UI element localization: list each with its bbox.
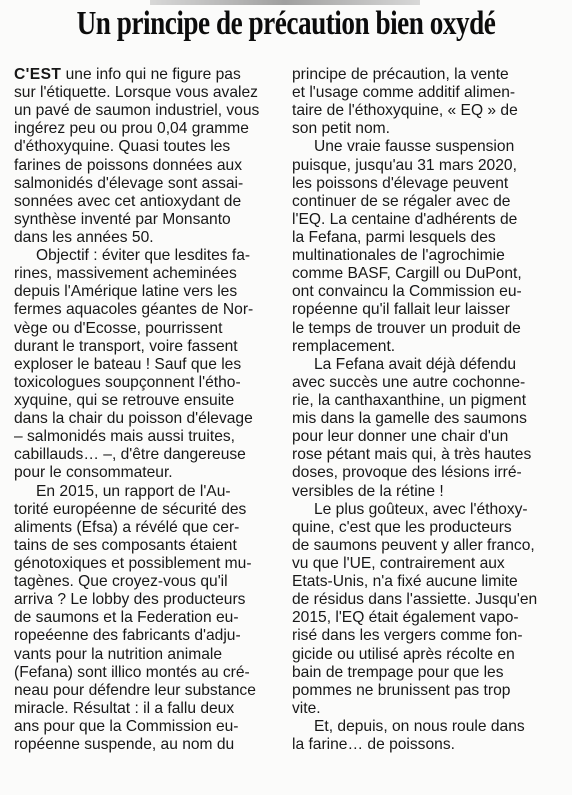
text-line xyxy=(14,627,288,645)
text-line-content: La Fefana avait déjà défendu xyxy=(314,355,517,373)
text-line-content: aliments (Efsa) a révélé que cer- xyxy=(14,518,240,536)
text-line xyxy=(292,591,566,609)
text-line xyxy=(292,265,566,283)
text-line-content: sonnées avec cet antioxydant de xyxy=(14,192,242,210)
text-line xyxy=(292,283,566,301)
text-line-content: miracle. Résultat : il a fallu deux xyxy=(14,699,235,717)
text-line-content: Et, depuis, on nous roule dans xyxy=(314,717,525,735)
text-line xyxy=(292,157,566,175)
text-line-content: continuer de se régaler avec de xyxy=(292,192,511,210)
text-line xyxy=(14,102,288,120)
text-line xyxy=(14,211,288,229)
text-line-content: ropeéenne des fabricants d'adju- xyxy=(14,627,241,645)
text-line-content: quine, c'est que les producteurs xyxy=(292,518,512,536)
text-line-content: rines, massivement acheminées xyxy=(14,265,237,283)
text-line-content: sur l'étiquette. Lorsque vous avalez xyxy=(14,84,258,102)
text-line-content: la Fefana, parmi lesquels des xyxy=(292,228,496,246)
text-line-content: génotoxiques et possiblement mu- xyxy=(14,554,252,572)
text-line xyxy=(14,392,288,410)
text-line xyxy=(292,464,566,482)
text-line xyxy=(14,410,288,428)
text-line xyxy=(292,428,566,446)
text-line xyxy=(292,718,566,736)
text-line-content: principe de précaution, la vente xyxy=(292,66,509,83)
text-line xyxy=(292,736,566,754)
text-line-content: Le plus goûteux, avec l'éthoxy- xyxy=(314,500,528,518)
text-line-content: de saumons peuvent y aller franco, xyxy=(292,536,535,554)
text-line xyxy=(292,573,566,591)
text-line-content: de saumons et la Federation eu- xyxy=(14,609,239,627)
text-line xyxy=(292,501,566,519)
right-text-column xyxy=(292,66,566,754)
text-line xyxy=(292,138,566,156)
text-line-content: pour leur donner une chair d'un xyxy=(292,428,509,446)
text-line-content: toxicologues soupçonnent l'étho- xyxy=(14,373,241,391)
text-line-content: de résidus dans l'assiette. Jusqu'en xyxy=(292,591,538,609)
text-line xyxy=(292,356,566,374)
text-line-content: ont convaincu la Commission eu- xyxy=(292,283,522,301)
text-line-content: vite. xyxy=(292,699,321,717)
text-line-content: doses, provoque des lésions irré- xyxy=(292,464,522,482)
lead-word: C'EST xyxy=(14,66,62,83)
text-line xyxy=(292,555,566,573)
text-line xyxy=(14,537,288,555)
text-line-content: le temps de trouver un produit de xyxy=(292,319,521,337)
text-line-content: versibles de la rétine ! xyxy=(292,482,444,500)
text-line-content: et l'usage comme additif alimen- xyxy=(292,84,516,102)
text-line xyxy=(14,175,288,193)
text-line xyxy=(14,664,288,682)
text-line xyxy=(14,464,288,482)
text-line-content: bain de trempage pour que les xyxy=(292,663,504,681)
text-line-content: synthèse inventé par Monsanto xyxy=(14,210,231,228)
text-line xyxy=(292,374,566,392)
text-line xyxy=(14,84,288,102)
text-line-content: gicide ou utilisé après récolte en xyxy=(292,645,515,663)
text-line xyxy=(14,428,288,446)
text-line-content: tains de ses composants étaient xyxy=(14,536,237,554)
text-line xyxy=(292,392,566,410)
text-line xyxy=(14,338,288,356)
text-line xyxy=(14,682,288,700)
text-line-content: pommes ne brunissent pas trop xyxy=(292,681,511,699)
text-line xyxy=(292,537,566,555)
text-line-content: 2015, l'EQ était également vapo- xyxy=(292,609,519,627)
text-line-content: Objectif : éviter que lesdites fa- xyxy=(36,247,251,265)
text-line xyxy=(292,609,566,627)
text-line xyxy=(292,627,566,645)
text-line xyxy=(292,211,566,229)
text-line-content: multinationales de l'agrochimie xyxy=(292,247,505,265)
text-line-content: mis dans la gamelle des saumons xyxy=(292,410,527,428)
text-line xyxy=(14,609,288,627)
text-line xyxy=(14,193,288,211)
text-line-content: taire de l'éthoxyquine, « EQ » de xyxy=(292,102,518,120)
text-line xyxy=(14,736,288,754)
text-line xyxy=(14,157,288,175)
text-line-content: xyquine, qui se retrouve ensuite xyxy=(14,391,235,409)
text-line-content: neau pour défendre leur substance xyxy=(14,681,256,699)
text-line xyxy=(292,301,566,319)
text-line xyxy=(14,229,288,247)
text-line-content: rose pétant mais qui, à très hautes xyxy=(292,446,532,464)
text-line xyxy=(14,356,288,374)
text-line xyxy=(14,718,288,736)
text-line-content: exploser le bateau ! Sauf que les xyxy=(14,355,242,373)
text-line xyxy=(14,247,288,265)
text-line xyxy=(14,555,288,573)
text-line-content: rie, la canthaxanthine, un pigment xyxy=(292,391,527,409)
text-line-content: une info qui ne figure pas xyxy=(61,66,241,83)
text-line-content: ingérez peu ou prou 0,04 gramme xyxy=(14,120,249,138)
text-line-content: tagènes. Que croyez-vous qu'il xyxy=(14,573,228,591)
text-line-content: durant le transport, voire fassent xyxy=(14,337,238,355)
left-text-column xyxy=(14,66,288,754)
text-line-content: dans les années 50. xyxy=(14,228,154,246)
text-line xyxy=(14,573,288,591)
text-line-content: ropéenne qu'il fallait leur laisser xyxy=(292,301,510,319)
text-line-content: Etats-Unis, n'a fixé aucune limite xyxy=(292,573,518,591)
text-line xyxy=(292,446,566,464)
text-line-content: torité européenne de sécurité des xyxy=(14,500,247,518)
text-line-content: avec succès une autre cochonne- xyxy=(292,373,526,391)
text-line-content: remplacement. xyxy=(292,337,396,355)
text-line-content: puisque, jusqu'au 31 mars 2020, xyxy=(292,156,517,174)
text-line-content: cabillauds… –, d'être dangereuse xyxy=(14,446,246,464)
text-line xyxy=(292,66,566,84)
text-line xyxy=(292,682,566,700)
text-line xyxy=(14,301,288,319)
text-line xyxy=(14,483,288,501)
text-line xyxy=(292,519,566,537)
text-line xyxy=(292,193,566,211)
text-line xyxy=(14,446,288,464)
text-line-content: un pavé de saumon industriel, vous xyxy=(14,102,260,120)
text-line xyxy=(292,483,566,501)
text-line-content: vu que l'UE, contrairement aux xyxy=(292,554,505,572)
article-headline: Un principe de précaution bien oxydé xyxy=(76,5,496,42)
text-line xyxy=(14,501,288,519)
text-line-content: farines de poissons données aux xyxy=(14,156,242,174)
text-line-content: ropéenne suspende, au nom du xyxy=(14,736,235,754)
text-line xyxy=(292,175,566,193)
text-line-content: En 2015, un rapport de l'Au- xyxy=(36,482,231,500)
text-line-content: les poissons d'élevage peuvent xyxy=(292,174,509,192)
text-line xyxy=(292,646,566,664)
text-line xyxy=(14,66,288,84)
text-line xyxy=(292,664,566,682)
text-line xyxy=(14,519,288,537)
text-line xyxy=(14,646,288,664)
text-line xyxy=(14,120,288,138)
text-line xyxy=(14,138,288,156)
text-line-content: la farine… de poissons. xyxy=(292,736,455,754)
text-line-content: (Fefana) sont illico montés au cré- xyxy=(14,663,250,681)
text-line xyxy=(292,102,566,120)
text-line xyxy=(14,265,288,283)
text-line-content: d'éthoxyquine. Quasi toutes les xyxy=(14,138,231,156)
text-line xyxy=(292,320,566,338)
text-line xyxy=(14,320,288,338)
text-line-content: vège ou d'Ecosse, pourrissent xyxy=(14,319,223,337)
text-line-content: dans la chair du poisson d'élevage xyxy=(14,410,253,428)
text-line xyxy=(14,374,288,392)
text-line xyxy=(14,700,288,718)
text-line-content: pour le consommateur. xyxy=(14,464,173,482)
text-line-content: son petit nom. xyxy=(292,120,390,138)
text-line-content: vants pour la nutrition animale xyxy=(14,645,223,663)
text-line-content: fermes aquacoles géantes de Nor- xyxy=(14,301,254,319)
text-line-content: comme BASF, Cargill ou DuPont, xyxy=(292,265,522,283)
text-line xyxy=(292,410,566,428)
text-line-content: risé dans les vergers comme fon- xyxy=(292,627,523,645)
text-line-content: depuis l'Amérique latine vers les xyxy=(14,283,238,301)
text-line xyxy=(14,283,288,301)
text-line xyxy=(292,84,566,102)
text-line xyxy=(292,700,566,718)
text-line xyxy=(14,591,288,609)
text-line xyxy=(292,338,566,356)
text-line-content: – salmonidés mais aussi truites, xyxy=(14,428,236,446)
text-line xyxy=(292,120,566,138)
text-line-content: ans pour que la Commission eu- xyxy=(14,717,239,735)
text-line-content: salmonidés d'élevage sont assai- xyxy=(14,174,244,192)
text-line-content: l'EQ. La centaine d'adhérents de xyxy=(292,210,518,228)
text-line-content: Une vraie fausse suspension xyxy=(314,138,515,156)
text-line-content: arriva ? Le lobby des producteurs xyxy=(14,591,246,609)
text-line xyxy=(292,247,566,265)
text-line xyxy=(292,229,566,247)
